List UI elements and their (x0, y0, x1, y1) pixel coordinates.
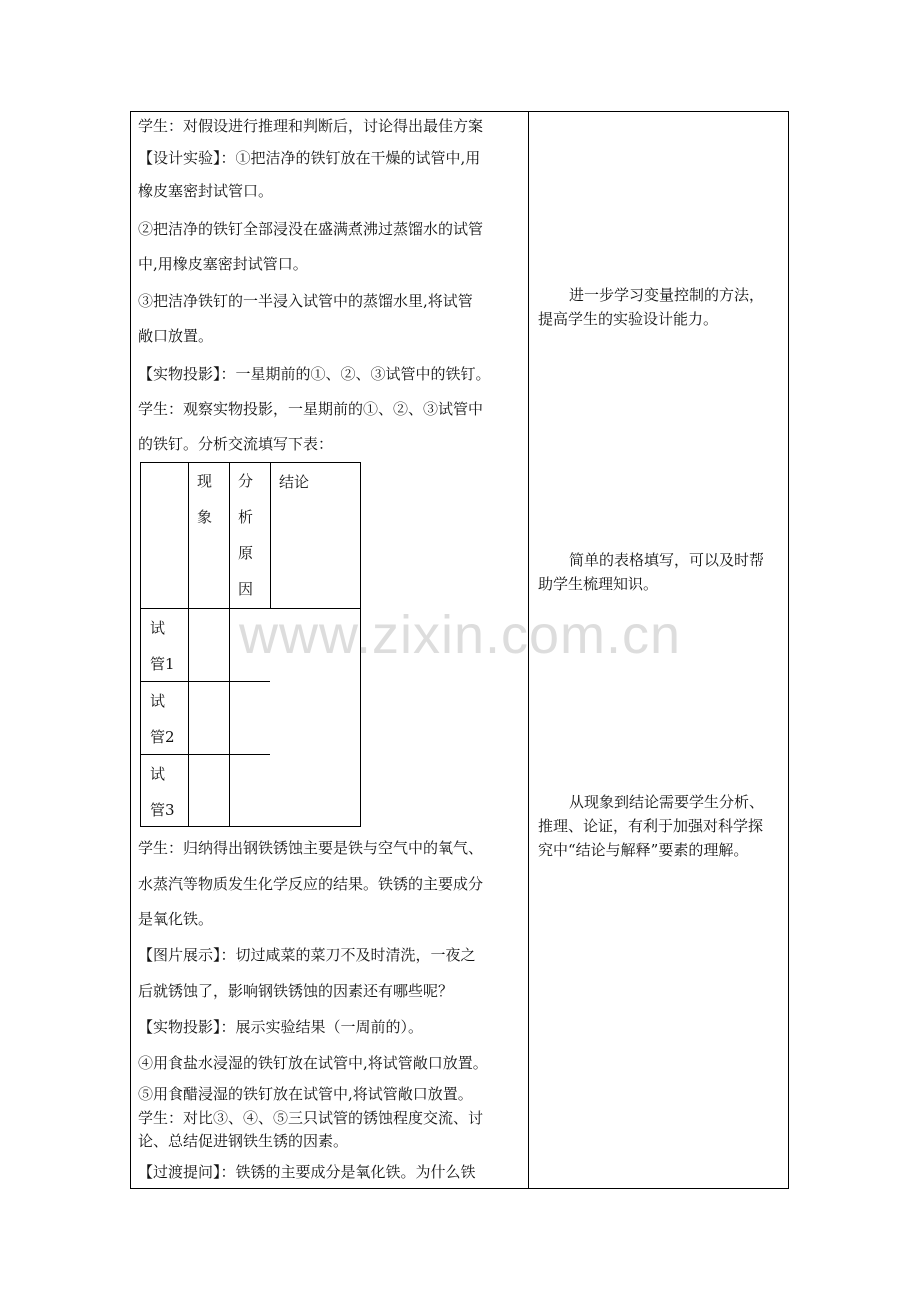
note-1-line-2: 提高学生的实验设计能力。 (538, 310, 719, 328)
text-line: 学生：归纳得出钢铁锈蚀主要是铁与空气中的氧气、 (138, 839, 484, 857)
text-line: 【设计实验】：①把洁净的铁钉放在干燥的试管中,用 (138, 149, 481, 167)
note-3-line-2: 推理、论证，有利于加强对科学探 (538, 817, 764, 835)
header-phenomenon: 现 象 (197, 472, 213, 526)
text-line: 学生：对假设进行推理和判断后，讨论得出最佳方案 (138, 117, 484, 135)
text-line: 中,用橡皮塞密封试管口。 (138, 255, 308, 273)
watermark: www.zixin.com.cn (238, 605, 682, 665)
text-line: 【实物投影】：展示实验结果（一周前的）。 (138, 1018, 424, 1036)
text-line: 【实物投影】：一星期前的①、②、③试管中的铁钉。 (138, 365, 491, 383)
header-analysis: 分 析 原 因 (238, 472, 254, 598)
header-conclusion: 结论 (279, 473, 310, 491)
row-label-tube-1: 试 管1 (150, 619, 175, 673)
text-line: 的铁钉。分析交流填写下表： (138, 435, 334, 453)
text-line: 后就锈蚀了，影响钢铁锈蚀的因素还有哪些呢？ (138, 982, 454, 1000)
note-3-line-3: 究中“结论与解释”要素的理解。 (538, 841, 749, 859)
text-line: 是氧化铁。 (138, 910, 214, 928)
text-line: ②把洁净的铁钉全部浸没在盛满煮沸过蒸馏水的试管 (138, 220, 484, 238)
note-2-line-2: 助学生梳理知识。 (538, 575, 659, 593)
text-line: ③把洁净铁钉的一半浸入试管中的蒸馏水里,将试管 (138, 292, 473, 310)
text-line: 论、总结促进钢铁生锈的因素。 (138, 1132, 349, 1150)
text-line: ④用食盐水浸湿的铁钉放在试管中,将试管敞口放置。 (138, 1054, 488, 1072)
row-label-tube-3: 试 管3 (150, 765, 175, 819)
row-label-tube-2: 试 管2 (150, 692, 175, 746)
text-line: 学生：对比③、④、⑤三只试管的锈蚀程度交流、讨 (138, 1109, 484, 1127)
text-line: ⑤用食醋浸湿的铁钉放在试管中,将试管敞口放置。 (138, 1085, 473, 1103)
note-2-line-1: 简单的表格填写，可以及时帮 (569, 551, 765, 569)
text-line: 【图片展示】：切过咸菜的菜刀不及时清洗，一夜之 (138, 946, 476, 964)
note-3-line-1: 从现象到结论需要学生分析、 (569, 793, 765, 811)
text-line: 【过渡提问】：铁锈的主要成分是氧化铁。为什么铁 (138, 1163, 476, 1181)
text-line: 学生：观察实物投影，一星期前的①、②、③试管中 (138, 400, 484, 418)
note-1-line-1: 进一步学习变量控制的方法， (569, 286, 765, 304)
text-line: 水蒸汽等物质发生化学反应的结果。铁锈的主要成分 (138, 875, 484, 893)
text-line: 敞口放置。 (138, 327, 214, 345)
text-line: 橡皮塞密封试管口。 (138, 182, 274, 200)
